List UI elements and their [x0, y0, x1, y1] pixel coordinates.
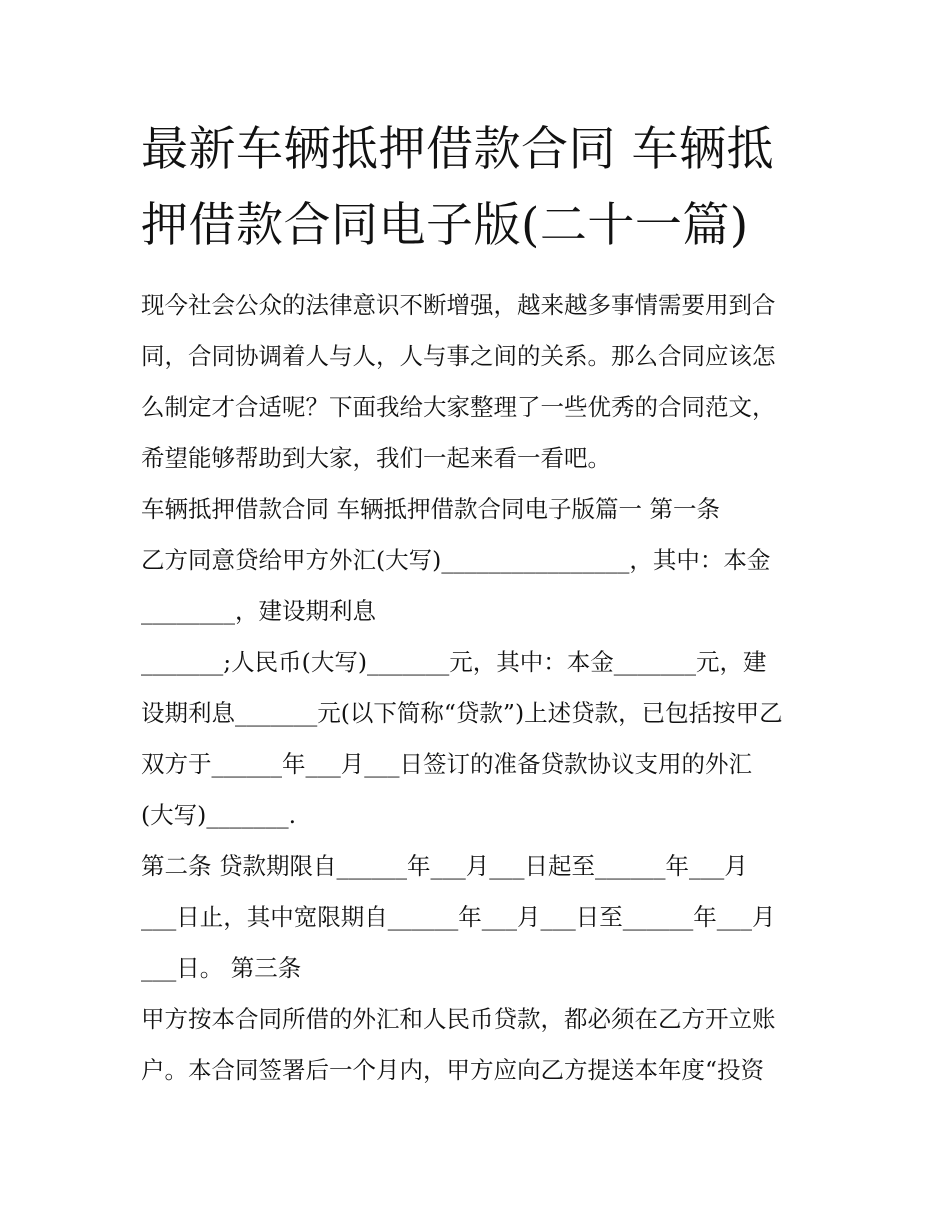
body-line: 同，合同协调着人与人，人与事之间的关系。那么合同应该怎: [141, 342, 776, 370]
body-line: 乙方同意贷给甲方外汇(大写)________________，其中：本金: [141, 546, 771, 574]
body-line: 车辆抵押借款合同 车辆抵押借款合同电子版篇一 第一条: [141, 495, 720, 523]
body-line: 双方于______年___月___日签订的准备贷款协议支用的外汇: [141, 750, 752, 778]
body-line: 么制定才合适呢？下面我给大家整理了一些优秀的合同范文，: [141, 393, 776, 421]
body-line: ___日。 第三条: [141, 954, 302, 982]
body-line: (大写)_______.: [141, 801, 297, 829]
body-line: 户。本合同签署后一个月内，甲方应向乙方提送本年度“投资: [141, 1056, 765, 1084]
body-line: ___日止，其中宽限期自______年___月___日至______年___月: [141, 903, 776, 931]
body-line: 设期利息_______元(以下简称“贷款”)上述贷款，已包括按甲乙: [141, 699, 783, 727]
body-line: 第二条 贷款期限自______年___月___日起至______年___月: [141, 852, 748, 880]
body-line: 甲方按本合同所借的外汇和人民币贷款，都必须在乙方开立账: [141, 1005, 776, 1033]
document-title: [141, 112, 821, 264]
title-line: 最新车辆抵押借款合同 车辆抵: [141, 122, 774, 177]
body-line: 希望能够帮助到大家，我们一起来看一看吧。: [141, 444, 611, 472]
body-line: ________，建设期利息: [141, 597, 376, 625]
body-line: _______;人民币(大写)_______元，其中：本金_______元，建: [141, 648, 767, 676]
body-line: 现今社会公众的法律意识不断增强，越来越多事情需要用到合: [141, 291, 776, 319]
document-body: [141, 280, 831, 1096]
title-line: 押借款合同电子版(二十一篇): [141, 198, 749, 253]
